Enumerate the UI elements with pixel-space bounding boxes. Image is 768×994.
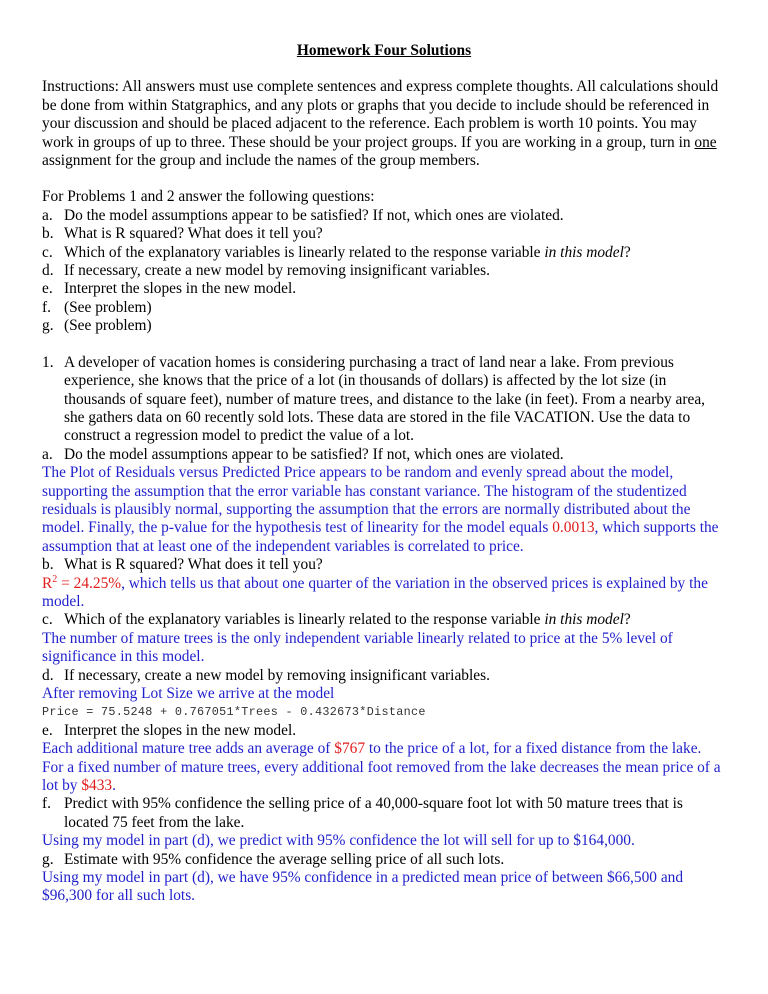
part-e-question-text: Interpret the slopes in the new model. <box>64 721 297 739</box>
instructions-text-end: assignment for the group and include the names of the group members. <box>42 152 480 170</box>
question-label: a. <box>42 206 53 224</box>
part-a-question <box>42 446 726 464</box>
part-label: e. <box>42 721 53 739</box>
part-f-answer: Using my model in part (d), we predict with 95% confidence the lot will sell for up to $164,000. <box>42 832 635 850</box>
distance-slope-value: $433 <box>81 777 113 795</box>
question-item <box>42 244 726 262</box>
question-list-section <box>42 188 726 335</box>
question-label: e. <box>42 280 53 298</box>
part-c-answer: The number of mature trees is the only independent variable linearly related to price at the 5% level of significance in this model. <box>42 629 673 666</box>
question-item <box>42 207 726 225</box>
part-e-answer <box>42 740 726 795</box>
instructions-paragraph <box>42 78 726 170</box>
regression-equation: Price = 75.5248 + 0.767051*Trees - 0.432673*Distance <box>42 705 426 720</box>
question-label: b. <box>42 225 54 243</box>
r-symbol: R <box>42 574 53 592</box>
part-a-answer-end: , which supports the assumption that at least one of the independent variables is correlated to price. <box>42 519 719 555</box>
part-label: b. <box>42 556 54 574</box>
question-list-intro: For Problems 1 and 2 answer the following questions: <box>42 188 375 206</box>
problem-number: 1. <box>42 353 54 371</box>
part-label: g. <box>42 850 54 868</box>
question-text: (See problem) <box>64 317 152 335</box>
instructions-underlined: one <box>694 133 717 151</box>
part-b-answer <box>42 575 726 612</box>
question-text: Which of the explanatory variables is linearly related to the response variable <box>64 243 545 261</box>
question-text-after: ? <box>623 243 631 261</box>
part-g-question-text: Estimate with 95% confidence the average selling price of all such lots. <box>64 850 505 868</box>
question-item <box>42 280 726 298</box>
part-g-answer: Using my model in part (d), we have 95% confidence in a predicted mean price of between $66,500 and $96,300 for all such lots. <box>42 869 684 905</box>
part-a-question-text: Do the model assumptions appear to be satisfied? If not, which ones are violated. <box>64 445 564 463</box>
part-f-question <box>42 795 726 832</box>
question-label: f. <box>42 298 51 316</box>
document-title: Homework Four Solutions <box>296 42 472 59</box>
question-list <box>42 207 726 336</box>
question-text: If necessary, create a new model by removing insignificant variables. <box>64 262 490 280</box>
question-text: Do the model assumptions appear to be satisfied? If not, which ones are violated. <box>64 206 564 224</box>
question-label: d. <box>42 262 54 280</box>
part-c-question-after: ? <box>623 611 631 629</box>
part-label: d. <box>42 666 54 684</box>
part-d-question-text: If necessary, create a new model by removing insignificant variables. <box>64 666 490 684</box>
question-label: c. <box>42 243 53 261</box>
tree-slope-value: $767 <box>334 740 366 758</box>
question-item <box>42 299 726 317</box>
question-italic: in this model <box>544 243 624 261</box>
part-c-question-text: Which of the explanatory variables is linearly related to the response variable <box>64 611 545 629</box>
part-label: f. <box>42 795 51 813</box>
question-text: (See problem) <box>64 298 152 316</box>
part-e-question <box>42 722 726 740</box>
part-label: a. <box>42 445 53 463</box>
question-item <box>42 262 726 280</box>
question-text: Interpret the slopes in the new model. <box>64 280 297 298</box>
part-b-question <box>42 556 726 574</box>
part-b-question-text: What is R squared? What does it tell you? <box>64 556 323 574</box>
r-squared-number: = 24.25% <box>57 574 122 592</box>
part-b-answer-text: , which tells us that about one quarter of the variation in the observed prices is explained by the model. <box>42 574 708 610</box>
problem-1-section <box>42 354 726 906</box>
r-superscript: 2 <box>52 573 58 585</box>
question-item <box>42 225 726 243</box>
problem-1-text: A developer of vacation homes is considering purchasing a tract of land near a lake. From previous experience, she knows that the price of a lot (in thousands of dollars) is affected by the lot size (in thousands of square feet), number of mature trees, and distance to the lake (in feet). From a nearby area, she gathers data on 60 recently sold lots. These data are stored in the file VACATION. Use the data to construct a regression model to predict the value of a lot. <box>64 353 706 445</box>
instructions-text: Instructions: All answers must use complete sentences and express complete thoughts. All calculations should be done from within Statgraphics, and any plots or graphs that you decide to include should be referenced in your discussion and should be placed adjacent to the reference. Each problem is worth 10 points. You may work in groups of up to three. These should be your project groups. If you are working in a group, turn in <box>42 78 719 151</box>
part-a-answer-text: The Plot of Residuals versus Predicted Price appears to be random and evenly spread about the model, supporting the assumption that the error variable has constant variance. The histogram of the studentized residuals is plausibly normal, supporting the assumption that the errors are normally distributed about the model. Finally, the p-value for the hypothesis test of linearity for the model equals <box>42 464 691 537</box>
question-text: What is R squared? What does it tell you? <box>64 225 323 243</box>
question-item <box>42 317 726 335</box>
part-c-question-italic: in this model <box>544 611 624 629</box>
part-g-question <box>42 851 726 869</box>
part-e-answer-end: . <box>112 777 116 795</box>
part-c-question <box>42 611 726 629</box>
part-a-answer <box>42 464 726 556</box>
part-f-question-text: Predict with 95% confidence the selling price of a 40,000-square foot lot with 50 mature trees that is located 75 feet from the lake. <box>64 795 683 831</box>
p-value-highlight: 0.0013 <box>552 519 595 537</box>
r-squared-value <box>42 575 121 592</box>
question-label: g. <box>42 317 54 335</box>
part-e-answer-text: Each additional mature tree adds an average of <box>42 740 335 758</box>
part-d-question <box>42 667 726 685</box>
problem-1-statement <box>42 354 726 446</box>
part-e-answer-middle: to the price of a lot, for a fixed distance from the lake. For a fixed number of mature trees, every additional foot removed from the lake decreases the mean price of a lot by <box>42 740 721 795</box>
part-label: c. <box>42 611 53 629</box>
part-d-answer: After removing Lot Size we arrive at the model <box>42 685 335 702</box>
document-page <box>42 42 726 906</box>
